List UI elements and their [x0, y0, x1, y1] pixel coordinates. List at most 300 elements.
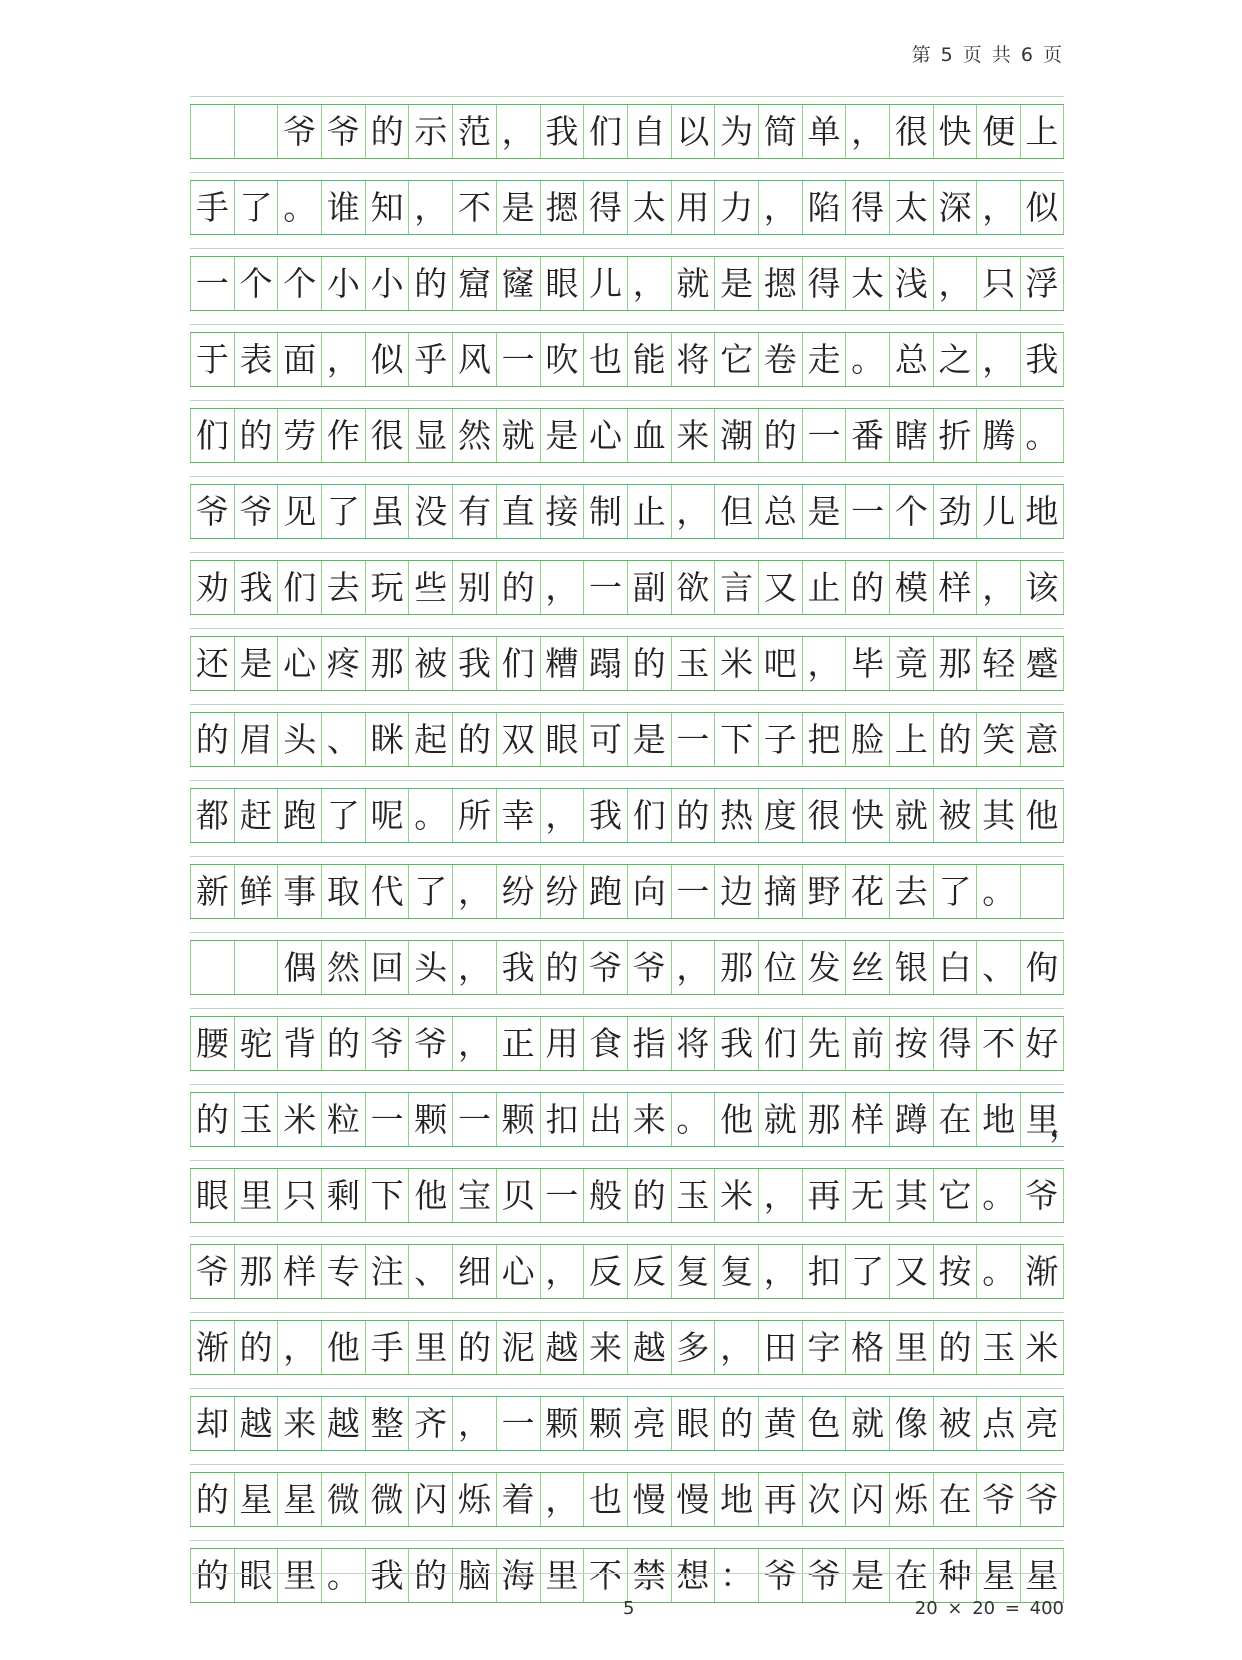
grid-cell: 小: [365, 257, 409, 310]
grid-cell: 在: [889, 1549, 933, 1602]
grid-cell: ，: [540, 1245, 584, 1298]
grid-cell: 窟: [452, 257, 496, 310]
grid-cell: 陷: [802, 181, 846, 234]
grid-cell: 微: [365, 1473, 409, 1526]
grid-cell: 将: [671, 1017, 715, 1070]
grid-cell: 的: [540, 941, 584, 994]
grid-cell: 折: [933, 409, 977, 462]
grid-cell: 其: [976, 789, 1020, 842]
grid-row: [190, 180, 1064, 235]
grid-cell: 一: [452, 1093, 496, 1146]
grid-cell: 它: [714, 333, 758, 386]
grid-cell: 点: [976, 1397, 1020, 1450]
grid-cell: ：: [714, 1549, 758, 1602]
grid-row: [190, 408, 1064, 463]
grid-cell: 表: [234, 333, 278, 386]
grid-cell: 们: [277, 561, 321, 614]
grid-cell: 是: [714, 257, 758, 310]
grid-cell: 简: [758, 105, 802, 158]
grid-cell: 被: [408, 637, 452, 690]
grid-cell: 里: [234, 1169, 278, 1222]
grid-cell: ，: [321, 333, 365, 386]
grid-cell: 来: [627, 1093, 671, 1146]
page-header-label: 第 5 页 共 6 页: [911, 44, 1064, 66]
grid-cell: 渐: [190, 1321, 234, 1374]
grid-cell: 专: [321, 1245, 365, 1298]
grid-cell: 了: [234, 181, 278, 234]
grid-cell: 言: [714, 561, 758, 614]
grid-cell: 越: [321, 1397, 365, 1450]
grid-cell: 星: [1020, 1549, 1064, 1602]
grid-cell: 一: [671, 713, 715, 766]
grid-cell: 事: [277, 865, 321, 918]
grid-cell: 再: [758, 1473, 802, 1526]
grid-cell: 于: [190, 333, 234, 386]
grid-cell: 得: [583, 181, 627, 234]
grid-cell: ，: [758, 1169, 802, 1222]
grid-cell: 把: [802, 713, 846, 766]
grid-cell: 一: [540, 1169, 584, 1222]
grid-cell: 赶: [234, 789, 278, 842]
grid-cell: 渐: [1020, 1245, 1064, 1298]
grid-cell: 鲜: [234, 865, 278, 918]
grid-cell: 米: [1020, 1321, 1064, 1374]
grid-cell: 粒: [321, 1093, 365, 1146]
grid-cell: 子: [758, 713, 802, 766]
grid-cell: 去: [321, 561, 365, 614]
grid-cell: 劝: [190, 561, 234, 614]
grid-cell: ，: [408, 181, 452, 234]
grid-cell: 他: [1020, 789, 1064, 842]
grid-cell: 的: [408, 257, 452, 310]
grid-cell: [190, 941, 234, 994]
grid-cell: 眼: [234, 1549, 278, 1602]
grid-row: [190, 864, 1064, 919]
grid-cell: 就: [758, 1093, 802, 1146]
grid-cell: 一: [583, 561, 627, 614]
grid-cell: 食: [583, 1017, 627, 1070]
grid-cell: 我: [583, 789, 627, 842]
grid-cell: 不: [583, 1549, 627, 1602]
grid-cell: 然: [452, 409, 496, 462]
grid-cell: 别: [452, 561, 496, 614]
grid-cell: 的: [190, 1093, 234, 1146]
grid-cell: ，: [540, 789, 584, 842]
grid-cell: 驼: [234, 1017, 278, 1070]
grid-cell: 了: [321, 485, 365, 538]
grid-cell: 爷: [321, 105, 365, 158]
grid-cell: 摁: [758, 257, 802, 310]
grid-cell: 的: [845, 561, 889, 614]
grid-cell: 样: [933, 561, 977, 614]
grid-cell: 所: [452, 789, 496, 842]
grid-cell: 颗: [583, 1397, 627, 1450]
grid-cell: 样: [845, 1093, 889, 1146]
grid-row: [190, 1320, 1064, 1375]
grid-cell: 米: [714, 637, 758, 690]
grid-cell: 越: [234, 1397, 278, 1450]
grid-cell: 双: [496, 713, 540, 766]
grid-cell: 。: [408, 789, 452, 842]
grid-cell: 的: [234, 1321, 278, 1374]
grid-cell: 一: [802, 409, 846, 462]
grid-row: [190, 560, 1064, 615]
grid-cell: 剩: [321, 1169, 365, 1222]
grid-cell: 便: [976, 105, 1020, 158]
grid-cell: 脑: [452, 1549, 496, 1602]
grid-cell: 向: [627, 865, 671, 918]
grid-cell: 爷: [1020, 1473, 1064, 1526]
grid-cell: 个: [234, 257, 278, 310]
grid-cell: 上: [1020, 105, 1064, 158]
grid-cell: 我: [540, 105, 584, 158]
grid-cell: 都: [190, 789, 234, 842]
grid-cell: 跑: [583, 865, 627, 918]
grid-cell: 一: [496, 1397, 540, 1450]
grid-cell: 得: [802, 257, 846, 310]
grid-cell: 不: [452, 181, 496, 234]
grid-cell: 手: [190, 181, 234, 234]
grid-cell: 里: [540, 1549, 584, 1602]
grid-cell: 来: [671, 409, 715, 462]
grid-cell: 乎: [408, 333, 452, 386]
grid-cell: 我: [1020, 333, 1064, 386]
grid-cell: [190, 105, 234, 158]
grid-cell: 的: [190, 1473, 234, 1526]
grid-cell: 意: [1020, 713, 1064, 766]
grid-cell: ，: [758, 1245, 802, 1298]
grid-cell: 太: [845, 257, 889, 310]
grid-cell: 贝: [496, 1169, 540, 1222]
grid-cell: 次: [802, 1473, 846, 1526]
grid-cell: 那: [365, 637, 409, 690]
grid-cell: 无: [845, 1169, 889, 1222]
grid-cell: 那: [802, 1093, 846, 1146]
grid-cell: 背: [277, 1017, 321, 1070]
grid-cell: 扣: [802, 1245, 846, 1298]
grid-cell: 闪: [408, 1473, 452, 1526]
grid-cell: 自: [627, 105, 671, 158]
grid-cell: ，: [452, 865, 496, 918]
grid-cell: 前: [845, 1017, 889, 1070]
grid-cell: 太: [627, 181, 671, 234]
grid-cell: 用: [540, 1017, 584, 1070]
grid-cell: 了: [321, 789, 365, 842]
grid-cell: 玉: [976, 1321, 1020, 1374]
grid-cell: 见: [277, 485, 321, 538]
grid-cell: ，: [933, 257, 977, 310]
grid-row: [190, 1548, 1064, 1603]
grid-cell: 显: [408, 409, 452, 462]
grid-cell: ，: [802, 637, 846, 690]
grid-cell: ，: [452, 941, 496, 994]
grid-cell: 之: [933, 333, 977, 386]
grid-cell: 的: [190, 713, 234, 766]
grid-cell: 反: [583, 1245, 627, 1298]
grid-cell: 我: [714, 1017, 758, 1070]
grid-cell: 蹋: [583, 637, 627, 690]
grid-cell: 它: [933, 1169, 977, 1222]
grid-cell: 再: [802, 1169, 846, 1222]
grid-cell: 知: [365, 181, 409, 234]
grid-row: [190, 1016, 1064, 1071]
grid-cell: 个: [277, 257, 321, 310]
grid-cell: 星: [277, 1473, 321, 1526]
grid-cell: 复: [671, 1245, 715, 1298]
grid-cell: 然: [321, 941, 365, 994]
grid-cell: 、: [408, 1245, 452, 1298]
grid-cell: 回: [365, 941, 409, 994]
grid-cell: 指: [627, 1017, 671, 1070]
grid-cell: 我: [452, 637, 496, 690]
grid-cell: 是: [802, 485, 846, 538]
grid-cell: 位: [758, 941, 802, 994]
grid-cell: 们: [583, 105, 627, 158]
grid-cell: ，: [496, 105, 540, 158]
grid-cell: 微: [321, 1473, 365, 1526]
grid-cell: 爷: [190, 485, 234, 538]
grid-cell: 那: [714, 941, 758, 994]
grid-cell: 也: [583, 1473, 627, 1526]
grid-cell: 直: [496, 485, 540, 538]
grid-cell: 轻: [976, 637, 1020, 690]
grid-cell: 卷: [758, 333, 802, 386]
grid-cell: 。: [321, 1549, 365, 1602]
grid-cell: 格: [845, 1321, 889, 1374]
grid-cell: 里: [408, 1321, 452, 1374]
grid-cell: 越: [627, 1321, 671, 1374]
grid-cell: 亮: [627, 1397, 671, 1450]
grid-cell: 样: [277, 1245, 321, 1298]
grid-cell: 了: [933, 865, 977, 918]
grid-cell: 白: [933, 941, 977, 994]
grid-cell: 。: [671, 1093, 715, 1146]
grid-cell: 是: [627, 713, 671, 766]
grid-cell: 的: [190, 1549, 234, 1602]
grid-cell: 深: [933, 181, 977, 234]
grid-cell: 接: [540, 485, 584, 538]
grid-cell: ，: [714, 1321, 758, 1374]
grid-cell: 的: [714, 1397, 758, 1450]
grid-cell: 蹲: [889, 1093, 933, 1146]
grid-cell: 、: [321, 713, 365, 766]
grid-cell: 的: [758, 409, 802, 462]
grid-cell: 整: [365, 1397, 409, 1450]
grid-cell: 得: [933, 1017, 977, 1070]
grid-cell: 。: [976, 865, 1020, 918]
grid-cell: 很: [365, 409, 409, 462]
grid-cell: 玉: [234, 1093, 278, 1146]
grid-cell: 一: [671, 865, 715, 918]
grid-cell: 热: [714, 789, 758, 842]
grid-cell: 注: [365, 1245, 409, 1298]
grid-cell: 丝: [845, 941, 889, 994]
grid-cell: 摁: [540, 181, 584, 234]
grid-cell: 摘: [758, 865, 802, 918]
grid-cell: 纷: [496, 865, 540, 918]
grid-cell: 就: [889, 789, 933, 842]
grid-cell: 呢: [365, 789, 409, 842]
grid-cell: 儿: [976, 485, 1020, 538]
grid-cell: 佝: [1020, 941, 1064, 994]
grid-cell: 面: [277, 333, 321, 386]
grid-cell: ，: [976, 333, 1020, 386]
grid-cell: ，: [671, 941, 715, 994]
grid-cell: 的: [365, 105, 409, 158]
grid-cell: 上: [889, 713, 933, 766]
grid-cell: 的: [627, 637, 671, 690]
grid-cell: 爷: [277, 105, 321, 158]
grid-cell: 眼: [190, 1169, 234, 1222]
grid-cell: 般: [583, 1169, 627, 1222]
grid-cell: 毕: [845, 637, 889, 690]
grid-cell: 的: [452, 1321, 496, 1374]
grid-cell: 反: [627, 1245, 671, 1298]
grid-cell: 地: [714, 1473, 758, 1526]
grid-cell: 来: [583, 1321, 627, 1374]
grid-cell: 眉: [234, 713, 278, 766]
grid-cell: 扣: [540, 1093, 584, 1146]
grid-cell: 眼: [671, 1397, 715, 1450]
grid-cell: 劲: [933, 485, 977, 538]
grid-cell: 用: [671, 181, 715, 234]
grid-cell: 也: [583, 333, 627, 386]
grid-cell: 那: [234, 1245, 278, 1298]
grid-cell: 宝: [452, 1169, 496, 1222]
grid-cell: 止: [802, 561, 846, 614]
grid-cell: ，: [758, 181, 802, 234]
grid-cell: 快: [845, 789, 889, 842]
grid-cell: [1020, 865, 1064, 918]
grid-cell: 们: [758, 1017, 802, 1070]
grid-cell: 越: [540, 1321, 584, 1374]
grid-cell: 没: [408, 485, 452, 538]
grid-cell: 腰: [190, 1017, 234, 1070]
grid-cell: 快: [933, 105, 977, 158]
grid-cell: 了: [408, 865, 452, 918]
grid-cell: 是: [234, 637, 278, 690]
grid-cell: 泥: [496, 1321, 540, 1374]
grid-cell: 但: [714, 485, 758, 538]
grid-cell: 里: [889, 1321, 933, 1374]
grid-cell: 被: [933, 789, 977, 842]
grid-cell: 眼: [540, 713, 584, 766]
grid-cell: 儿: [583, 257, 627, 310]
grid-cell: 似: [365, 333, 409, 386]
grid-cell: 被: [933, 1397, 977, 1450]
grid-cell: 烁: [452, 1473, 496, 1526]
grid-cell: 心: [583, 409, 627, 462]
grid-cell: 就: [845, 1397, 889, 1450]
grid-cell: 番: [845, 409, 889, 462]
grid-cell: 爷: [802, 1549, 846, 1602]
grid-cell: 很: [802, 789, 846, 842]
grid-cell: 他: [321, 1321, 365, 1374]
grid-cell: 地: [976, 1093, 1020, 1146]
grid-cell: 糟: [540, 637, 584, 690]
grid-cell: ，: [452, 1397, 496, 1450]
grid-cell: 的: [321, 1017, 365, 1070]
grid-cell: 取: [321, 865, 365, 918]
grid-cell: 竟: [889, 637, 933, 690]
grid-cell: 一: [365, 1093, 409, 1146]
grid-cell: 爷: [234, 485, 278, 538]
grid-cell: 还: [190, 637, 234, 690]
grid-cell: 了: [845, 1245, 889, 1298]
grid-row: [190, 1244, 1064, 1299]
grid-cell: 血: [627, 409, 671, 462]
grid-cell: 的: [627, 1169, 671, 1222]
grid-cell: 星: [976, 1549, 1020, 1602]
grid-cell: 们: [627, 789, 671, 842]
grid-cell: 字: [802, 1321, 846, 1374]
grid-cell: 的: [671, 789, 715, 842]
grid-cell: 手: [365, 1321, 409, 1374]
grid-cell: 多: [671, 1321, 715, 1374]
grid-cell: [234, 941, 278, 994]
grid-cell: 的: [408, 1549, 452, 1602]
grid-size-info: 20 × 20 = 400: [914, 1598, 1064, 1619]
grid-cell: 爷: [365, 1017, 409, 1070]
grid-cell: 窿: [496, 257, 540, 310]
grid-cell: 些: [408, 561, 452, 614]
grid-cell: 黄: [758, 1397, 802, 1450]
grid-cell: 米: [277, 1093, 321, 1146]
grid-cell: 总: [758, 485, 802, 538]
grid-cell: 太: [889, 181, 933, 234]
grid-cell: 种: [933, 1549, 977, 1602]
grid-cell: 的: [933, 1321, 977, 1374]
grid-cell: 爷: [583, 941, 627, 994]
grid-cell: ，: [845, 105, 889, 158]
page-number: 5: [623, 1598, 635, 1619]
grid-cell: 亮: [1020, 1397, 1064, 1450]
grid-cell: 玩: [365, 561, 409, 614]
grid-row: [190, 104, 1064, 159]
grid-cell: 作: [321, 409, 365, 462]
grid-cell: 小: [321, 257, 365, 310]
grid-cell: 禁: [627, 1549, 671, 1602]
grid-cell: 。: [976, 1169, 1020, 1222]
grid-cell: 我: [365, 1549, 409, 1602]
grid-cell: 。: [845, 333, 889, 386]
grid-cell: 该: [1020, 561, 1064, 614]
grid-cell: 走: [802, 333, 846, 386]
grid-cell: 潮: [714, 409, 758, 462]
grid-cell: 可: [583, 713, 627, 766]
grid-cell: 就: [671, 257, 715, 310]
grid-cell: 头: [277, 713, 321, 766]
grid-cell: 范: [452, 105, 496, 158]
grid-cell: 眯: [365, 713, 409, 766]
grid-cell: 下: [365, 1169, 409, 1222]
grid-cell: 按: [889, 1017, 933, 1070]
grid-cell: 代: [365, 865, 409, 918]
grid-cell: 起: [408, 713, 452, 766]
grid-cell: 像: [889, 1397, 933, 1450]
grid-cell: 爷: [627, 941, 671, 994]
grid-cell: 发: [802, 941, 846, 994]
grid-cell: 我: [496, 941, 540, 994]
grid-cell: 。: [1020, 409, 1064, 462]
grid-cell: 银: [889, 941, 933, 994]
grid-cell: 爷: [1020, 1169, 1064, 1222]
grid-cell: 的: [496, 561, 540, 614]
grid-cell: 着: [496, 1473, 540, 1526]
grid-cell: 的: [234, 409, 278, 462]
grid-cell: 风: [452, 333, 496, 386]
grid-cell: 只: [976, 257, 1020, 310]
